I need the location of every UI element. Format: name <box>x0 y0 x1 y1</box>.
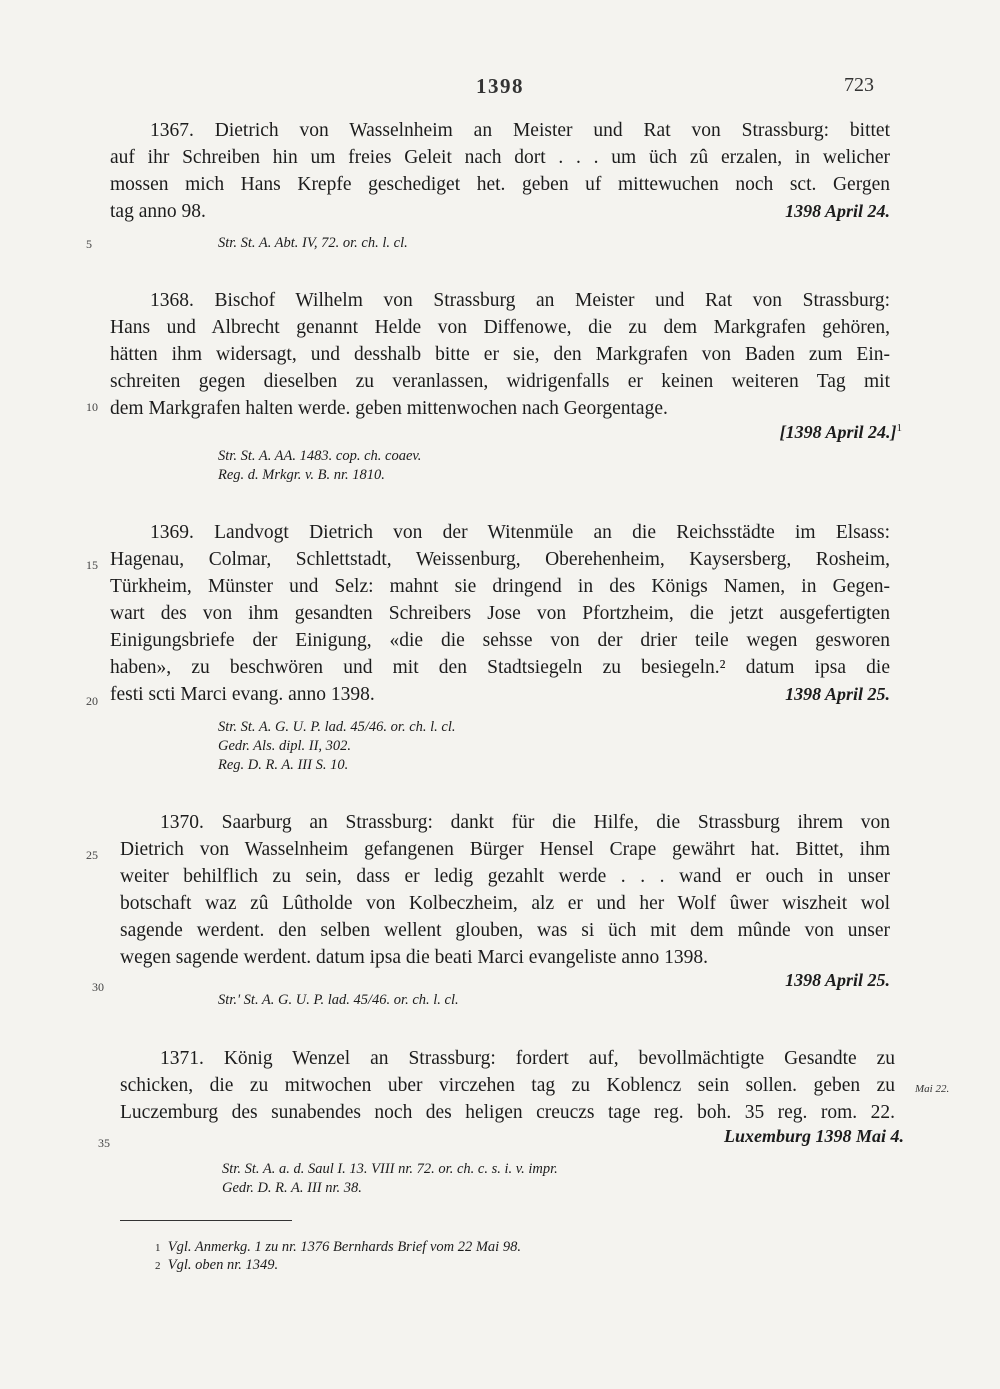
entry-1369-line-6: haben», zu beschwören und mit den Stadtsiegeln zu besiegeln.² datum ipsa die <box>110 657 890 678</box>
entry-1371-line-3: Luczemburg des sunabendes noch des heligen creuczs tage reg. boh. 35 reg. rom. 22. <box>120 1102 895 1123</box>
entry-1367-line-4: tag anno 98. <box>110 201 206 222</box>
entry-1368-line-5: dem Markgrafen halten werde. geben mittenwochen nach Georgentage. <box>110 398 668 419</box>
footnote-2 <box>155 1257 278 1274</box>
footnote-2-text: Vgl. oben nr. 1349. <box>167 1257 279 1273</box>
entry-1368-line-3: hätten ihm widersagt, und desshalb bitte er sie, den Markgrafen von Baden zum Ein- <box>110 344 890 365</box>
entry-1369-line-2: Hagenau, Colmar, Schlettstadt, Weissenburg, Oberehenheim, Kaysersberg, Rosheim, <box>110 549 890 570</box>
entry-1371-source-1: Str. St. A. a. d. Saul I. 13. VIII nr. 72. or. ch. c. s. i. v. impr. <box>222 1161 558 1177</box>
entry-1368-source-2: Reg. d. Mrkgr. v. B. nr. 1810. <box>218 467 385 483</box>
entry-1371-line-1: 1371. König Wenzel an Strassburg: fordert auf, bevollmächtigte Gesandte zu <box>160 1048 895 1069</box>
entry-1367-line-3: mossen mich Hans Krepfe geschediget het. geben uf mittewuchen noch sct. Gergen <box>110 174 890 195</box>
footnote-2-mark: 2 <box>155 1260 161 1272</box>
entry-1370-line-1: 1370. Saarburg an Strassburg: dankt für die Hilfe, die Strassburg ihrem von <box>160 812 890 833</box>
line-number-25: 25 <box>86 848 98 862</box>
entry-1367-line-2: auf ihr Schreiben hin um freies Geleit nach dort . . . um üch zû erzalen, in welicher <box>110 147 890 168</box>
entry-1367-date: 1398 April 24. <box>785 201 890 221</box>
entry-1369-line-3: Türkheim, Münster und Selz: mahnt sie dringend in des Königs Namen, in Gegen- <box>110 576 890 597</box>
footnote-rule <box>120 1220 292 1221</box>
entry-1368-line-2: Hans und Albrecht genannt Helde von Diffenowe, die zu dem Markgrafen gehören, <box>110 317 890 338</box>
entry-1371-source-2: Gedr. D. R. A. III nr. 38. <box>222 1180 362 1196</box>
entry-1368-line-4: schreiten gegen dieselben zu veranlassen, widrigenfalls er keinen weiteren Tag mit <box>110 371 890 392</box>
entry-1369-line-5: Einigungsbriefe der Einigung, «die die sehsse von der drier teile wegen gesworen <box>110 630 890 651</box>
entry-1369-line-1: 1369. Landvogt Dietrich von der Witenmüle an die Reichsstädte im Elsass: <box>150 522 890 543</box>
margin-date-note: Mai 22. <box>915 1083 950 1095</box>
entry-1368-line-1: 1368. Bischof Wilhelm von Strassburg an Meister und Rat von Strassburg: <box>150 290 890 311</box>
entry-1370-date: 1398 April 25. <box>785 970 890 990</box>
line-number-30: 30 <box>92 980 104 994</box>
entry-1369-source-3: Reg. D. R. A. III S. 10. <box>218 757 349 773</box>
entry-1368-source-1: Str. St. A. AA. 1483. cop. ch. coaev. <box>218 448 422 464</box>
line-number-10: 10 <box>86 400 98 414</box>
footnote-1 <box>155 1239 521 1256</box>
entry-1371-line-2: schicken, die zu mitwochen uber virczehen tag zu Koblencz sein sollen. geben zu <box>120 1075 895 1096</box>
line-number-20: 20 <box>86 694 98 708</box>
entry-1369-line-4: wart des von ihm gesandten Schreibers Jose von Pfortzheim, die jetzt ausgefertigten <box>110 603 890 624</box>
entry-1370-line-4: botschaft waz zû Lûtholde von Kolbeczheim, alz er und her Wolf ûwer wiszheit wol <box>120 893 890 914</box>
entry-1370-line-2: Dietrich von Wasselnheim gefangenen Bürger Hensel Crape gewährt hat. Bittet, ihm <box>120 839 890 860</box>
footnote-ref-1: 1 <box>896 422 902 434</box>
entry-1367-line-1: 1367. Dietrich von Wasselnheim an Meister und Rat von Strassburg: bittet <box>150 120 890 141</box>
entry-1369-date: 1398 April 25. <box>785 684 890 704</box>
entry-1370-line-5: sagende werdent. den selben wellent glouben, was si üch mit dem mûnde von unser <box>120 920 890 941</box>
line-number-15: 15 <box>86 558 98 572</box>
line-number-5: 5 <box>86 237 92 251</box>
entry-1370-line-6: wegen sagende werdent. datum ipsa die beati Marci evangeliste anno 1398. <box>120 947 709 968</box>
running-head: 1398 <box>476 74 524 98</box>
entry-1369-source-1: Str. St. A. G. U. P. lad. 45/46. or. ch. l. cl. <box>218 719 456 735</box>
entry-1367-source: Str. St. A. Abt. IV, 72. or. ch. l. cl. <box>218 235 408 251</box>
entry-1371-date: Luxemburg 1398 Mai 4. <box>723 1126 904 1146</box>
line-number-35: 35 <box>98 1136 110 1150</box>
entry-1370-line-3: weiter behilflich zu sein, dass er ledig gezahlt werde . . . wand er ouch in unser <box>120 866 890 887</box>
footnote-1-mark: 1 <box>155 1242 161 1254</box>
page-number: 723 <box>844 74 874 96</box>
entry-1369-source-2: Gedr. Als. dipl. II, 302. <box>218 738 352 754</box>
footnote-1-text: Vgl. Anmerkg. 1 zu nr. 1376 Bernhards Brief vom 22 Mai 98. <box>167 1239 521 1255</box>
entry-1370-source: Str.' St. A. G. U. P. lad. 45/46. or. ch. l. cl. <box>218 992 459 1008</box>
entry-1368-date: [1398 April 24.]$^1$ <box>779 422 902 442</box>
entry-1369-line-7: festi scti Marci evang. anno 1398. <box>110 684 375 705</box>
